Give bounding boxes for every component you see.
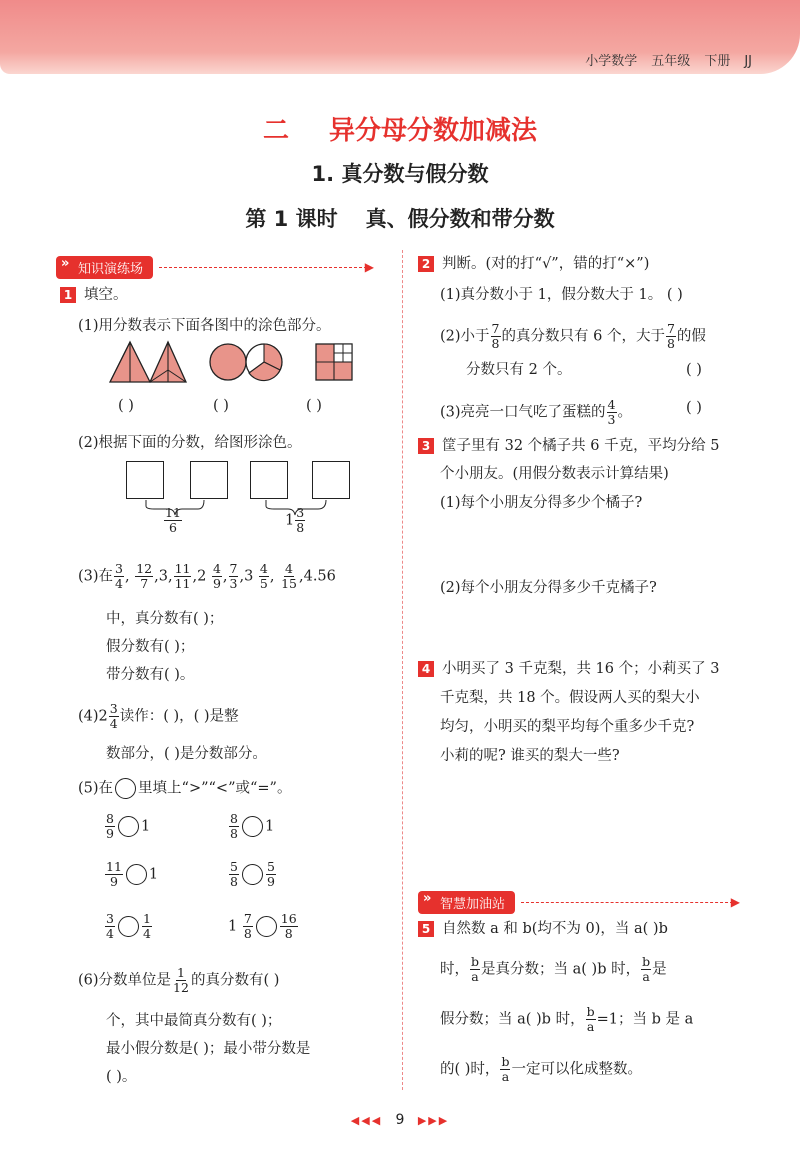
q1-p3-improper[interactable]: 假分数有( )； xyxy=(106,639,195,655)
q1-part4[interactable]: (4)2 $\frac{3}{4}$ 读作：( )，( )是整 xyxy=(78,701,239,731)
q2-statement-1[interactable]: (1)真分数小于 1，假分数大于 1。 ( ) xyxy=(440,287,683,303)
q1-part2: (2)根据下面的分数，给图形涂色。 xyxy=(78,435,302,451)
q4-number: 4 xyxy=(418,661,434,677)
compare-circle xyxy=(118,816,139,837)
q1-p4-line2[interactable]: 数部分，( )是分数部分。 xyxy=(106,746,267,762)
q2-blank-3[interactable]: ( ) xyxy=(686,400,702,416)
q1-part1: (1)用分数表示下面各图中的涂色部分。 xyxy=(78,318,331,334)
page-footer xyxy=(0,1112,800,1128)
fraction-1-3-8: 1 $\frac{3}{8}$ xyxy=(285,505,305,535)
q1-p6-line3[interactable]: 最小假分数是( )；最小带分数是 xyxy=(106,1041,311,1057)
blank-2[interactable]: ( ) xyxy=(213,398,229,414)
q3-sub2: (2)每个小朋友分得多少千克橘子? xyxy=(440,580,657,596)
square-box-3[interactable] xyxy=(250,461,288,499)
q4-line4: 小莉的呢? 谁买的梨大一些? xyxy=(440,748,620,764)
page-number: 9 xyxy=(395,1112,405,1128)
q2-number: 2 xyxy=(418,256,434,272)
right-arrows-icon: ▶▶▶ xyxy=(417,1114,450,1127)
q2-blank-2[interactable]: ( ) xyxy=(686,362,702,378)
left-arrows-icon: ◀◀◀ xyxy=(350,1114,383,1127)
triangle-figure-1 xyxy=(110,342,150,382)
q3-number: 3 xyxy=(418,438,434,454)
book-header: 小学数学 五年级 下册 JJ xyxy=(585,54,752,69)
q1-p6-line2[interactable]: 个，其中最简真分数有( )； xyxy=(106,1013,282,1029)
compare-6[interactable]: 1 $\frac{7}{8}$ $\frac{16}{8}$ xyxy=(228,911,297,941)
circle-figure-1 xyxy=(210,344,246,380)
compare-3[interactable]: $\frac{11}{9}$ 1 xyxy=(106,859,159,889)
q2-statement-2b: 分数只有 2 个。 xyxy=(466,362,572,378)
lesson-title: 第 1 课时 真、假分数和带分数 xyxy=(245,207,555,231)
q2-statement-2: (2)小于 $\frac{7}{8}$ 的真分数只有 6 个，大于 $\frac{7}{8}$ 的假 xyxy=(440,321,706,351)
blank-3[interactable]: ( ) xyxy=(306,398,322,414)
q5-line3[interactable]: 假分数；当 a( )b 时， $\frac{b}{a}$ =1；当 b 是 a xyxy=(440,1004,694,1034)
q2-title: 2 判断。(对的打“√”，错的打“×”) xyxy=(418,256,649,273)
q4-line1: 4 小明买了 3 千克梨，共 16 个；小莉买了 3 xyxy=(418,661,719,678)
q3-line2: 个小朋友。(用假分数表示计算结果) xyxy=(440,466,669,482)
q1-title: 1 填空。 xyxy=(60,287,128,304)
q3-sub1: (1)每个小朋友分得多少个橘子? xyxy=(440,495,643,511)
square-figure xyxy=(316,344,352,380)
compare-circle xyxy=(118,916,139,937)
q4-line3: 均匀，小明买的梨平均每个重多少千克? xyxy=(440,719,695,735)
square-box-4[interactable] xyxy=(312,461,350,499)
practice-banner: » 知识演练场 ▶ xyxy=(56,256,374,278)
compare-circle xyxy=(126,864,147,885)
unit-title: 二 异分母分数加减法 xyxy=(262,116,538,146)
shape-figures xyxy=(108,340,370,386)
compare-4[interactable]: $\frac{5}{8}$ $\frac{5}{9}$ xyxy=(230,859,275,889)
q1-part3: (3)在 $\frac{3}{4}$ , $\frac{12}{7}$ ,3, $\frac{11}{11}$ ,2 $\frac{4}{9}$ , $\frac{7}{3}$ ,3 $\frac{4}{5}$ , $\frac{4}{15}$ ,4.56 xyxy=(78,561,336,591)
compare-circle xyxy=(242,816,263,837)
q5-number: 5 xyxy=(418,921,434,937)
square-box-2[interactable] xyxy=(190,461,228,499)
compare-1[interactable]: $\frac{8}{9}$ 1 xyxy=(106,811,151,841)
q1-p3-proper[interactable]: 中，真分数有( )； xyxy=(106,611,224,627)
q1-part5: (5)在 里填上“>”“<”或“=”。 xyxy=(78,778,291,799)
compare-2[interactable]: $\frac{8}{8}$ 1 xyxy=(230,811,275,841)
fraction-11-6: $\frac{11}{6}$ xyxy=(165,505,181,535)
circle-symbol xyxy=(115,778,136,799)
boost-banner: » 智慧加油站 ▶ xyxy=(418,891,740,913)
q1-p6-line4[interactable]: ( )。 xyxy=(106,1069,137,1085)
circle-figure-2 xyxy=(246,344,282,381)
q4-line2: 千克梨，共 18 个。假设两人买的梨大小 xyxy=(440,690,700,706)
column-divider xyxy=(402,250,403,1090)
square-box-1[interactable] xyxy=(126,461,164,499)
q5-line4[interactable]: 的( )时， $\frac{b}{a}$ 一定可以化成整数。 xyxy=(440,1054,642,1084)
triangle-figure-2 xyxy=(150,342,186,382)
section-title: 1. 真分数与假分数 xyxy=(311,162,489,186)
q1-number: 1 xyxy=(60,287,76,303)
compare-circle xyxy=(242,864,263,885)
compare-circle xyxy=(256,916,277,937)
q1-p3-mixed[interactable]: 带分数有( )。 xyxy=(106,667,195,683)
q3-line1: 3 筐子里有 32 个橘子共 6 千克，平均分给 5 xyxy=(418,438,719,455)
q1-part6[interactable]: (6)分数单位是 $\frac{1}{12}$ 的真分数有( ) xyxy=(78,965,280,995)
compare-5[interactable]: $\frac{3}{4}$ $\frac{1}{4}$ xyxy=(106,911,151,941)
q5-line1[interactable]: 5 自然数 a 和 b(均不为 0)，当 a( )b xyxy=(418,921,668,938)
q5-line2[interactable]: 时， $\frac{b}{a}$ 是真分数；当 a( )b 时， $\frac{b}{a}$ 是 xyxy=(440,954,667,984)
blank-1[interactable]: ( ) xyxy=(118,398,134,414)
q2-statement-3: (3)亮亮一口气吃了蛋糕的 $\frac{4}{3}$ 。 xyxy=(440,397,632,427)
